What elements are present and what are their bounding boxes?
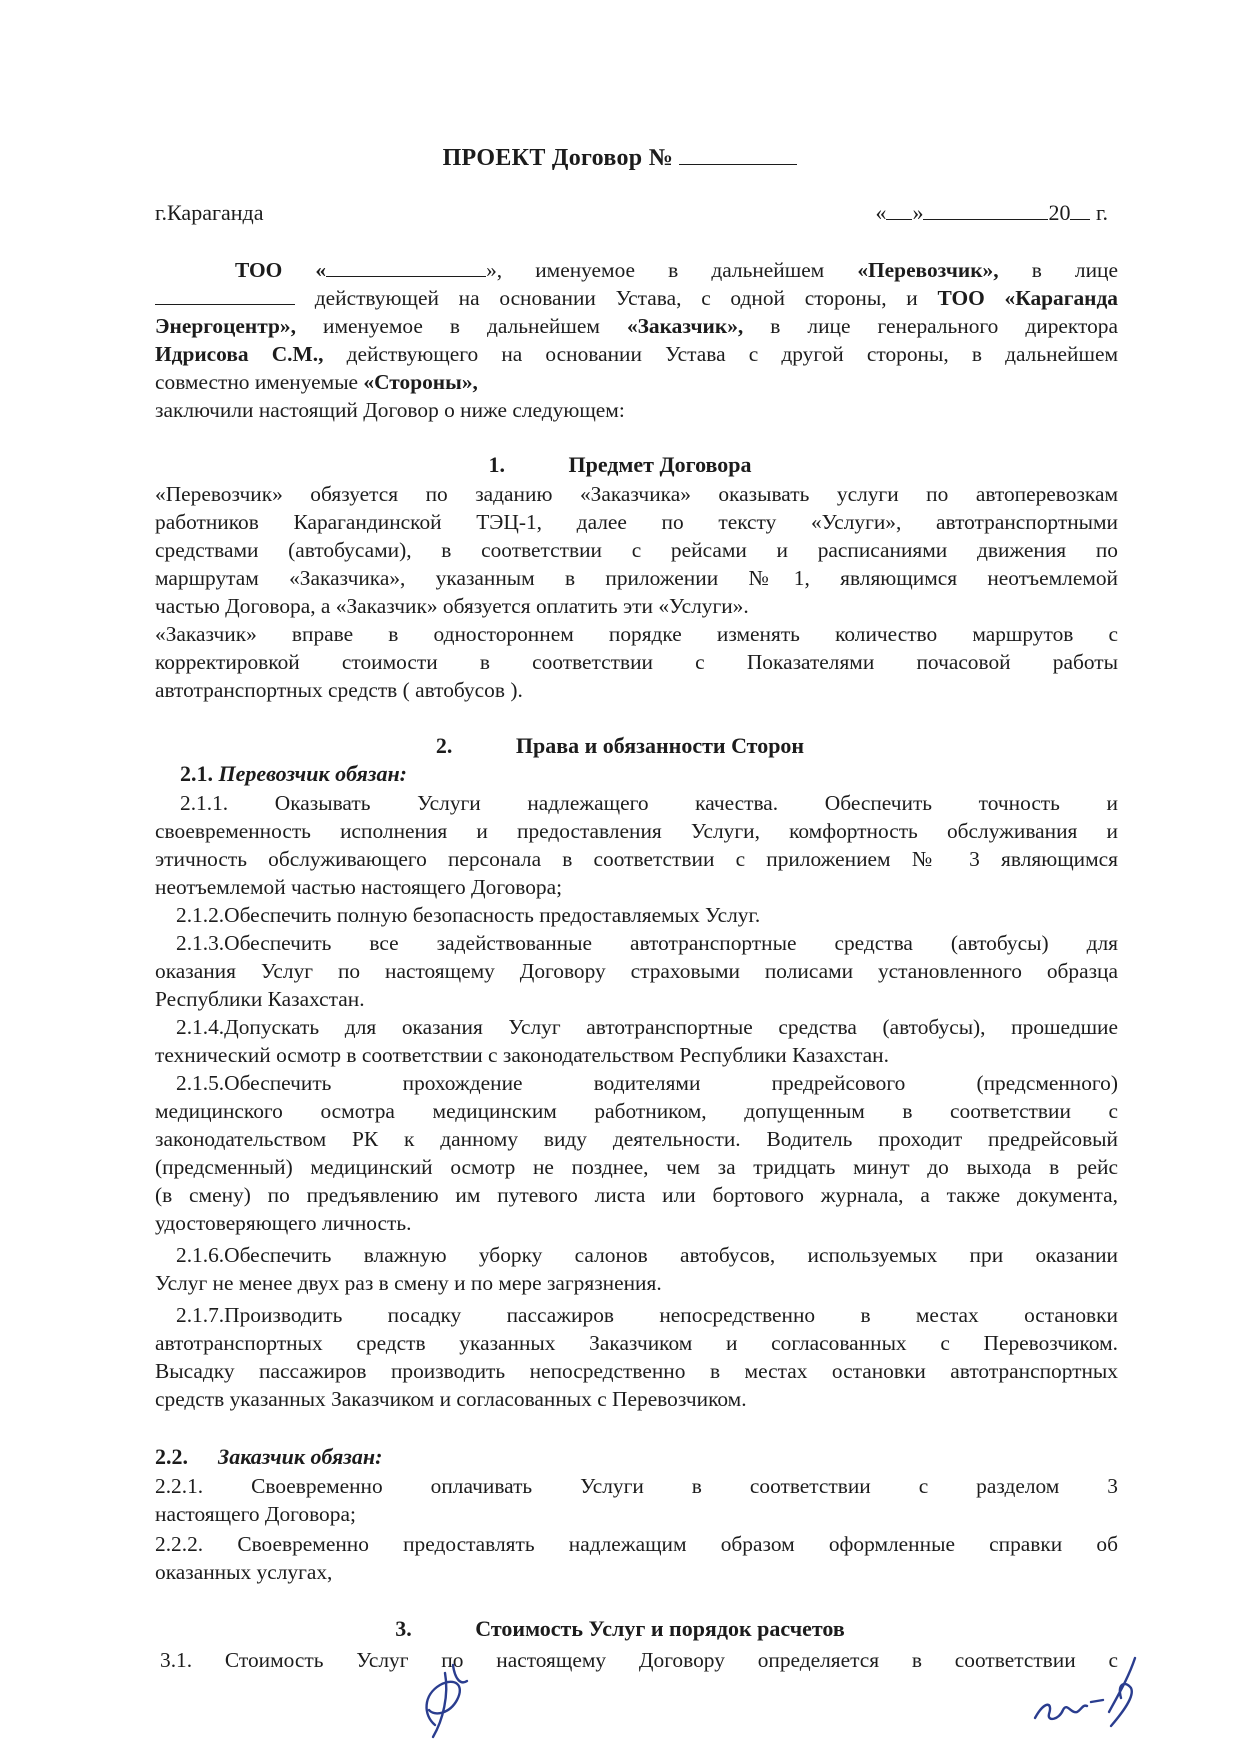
parties-term: «Стороны»,	[363, 370, 478, 394]
preamble-text: действующего на основании Устава с другой стороны, в дальнейшем	[346, 342, 1118, 366]
body-line: 3.1. Стоимость Услуг по настоящему Договору определяется в соответствии с	[160, 1648, 1118, 1672]
section-3-heading	[0, 1616, 1240, 1642]
body-line: неотъемлемой частью настоящего Договора;	[155, 875, 563, 899]
month-blank	[923, 201, 1048, 220]
party2-name-cont: Энергоцентр»,	[155, 314, 296, 338]
section-title: Предмет Договора	[568, 452, 752, 477]
preamble-text: в лице генерального директора	[770, 314, 1118, 338]
body-line: корректировкой стоимости в соответствии с Показателями почасовой работы	[155, 650, 1118, 674]
preamble-text: совместно именуемые	[155, 370, 359, 394]
party1-prefix: ТОО «	[235, 258, 327, 282]
body-line: своевременность исполнения и предоставления Услуги, комфортность обслуживания и	[155, 819, 1118, 843]
contract-number-blank	[679, 146, 797, 165]
body-line: 2.1.5.Обеспечить прохождение водителями предрейсового (предсменного)	[176, 1071, 1118, 1095]
body-line: 2.2.1. Своевременно оплачивать Услуги в соответствии с разделом 3	[155, 1474, 1118, 1498]
subsection-number: 2.2.	[155, 1444, 188, 1469]
date-suffix: г.	[1095, 200, 1108, 225]
subsection-number: 2.1.	[180, 761, 213, 786]
city-label: г.Караганда	[155, 200, 264, 225]
date-year: 20	[1048, 200, 1071, 225]
body-line: средств указанных Заказчиком и согласованных с Перевозчиком.	[155, 1387, 747, 1411]
body-line: (в смену) по предъявлению им путевого листа или бортового журнала, а также документа,	[155, 1183, 1118, 1207]
body-line: средствами (автобусами), в соответствии с рейсами и расписаниями движения по	[155, 538, 1118, 562]
body-line: 2.1.3.Обеспечить все задействованные автотранспортные средства (автобусы) для	[176, 931, 1118, 955]
subsection-2-2-heading	[155, 1444, 382, 1470]
section-number: 3.	[395, 1616, 412, 1641]
section-number: 2.	[435, 733, 453, 758]
subsection-title: Перевозчик обязан:	[218, 761, 408, 786]
body-line: 2.2.2. Своевременно предоставлять надлежащим образом оформленные справки об	[155, 1532, 1118, 1556]
director-name: Идрисова С.М.,	[155, 342, 324, 366]
preamble-line-4	[155, 340, 1118, 368]
section-number: 1.	[488, 452, 505, 477]
body-line: Высадку пассажиров производить непосредственно в местах остановки автотранспортных	[155, 1359, 1118, 1383]
section-title: Стоимость Услуг и порядок расчетов	[475, 1616, 845, 1641]
body-line: 2.1.6.Обеспечить влажную уборку салонов автобусов, используемых при оказании	[176, 1243, 1118, 1267]
preamble-text: действующей на основании Устава, с одной стороны, и	[314, 286, 918, 310]
body-line: 2.1.7.Производить посадку пассажиров непосредственно в местах остановки	[176, 1303, 1118, 1327]
body-line: 2.1.1. Оказывать Услуги надлежащего качества. Обеспечить точность и	[180, 791, 1118, 815]
title-text: ПРОЕКТ Договор №	[442, 145, 674, 171]
body-line: «Перевозчик» обязуется по заданию «Заказчика» оказывать услуги по автоперевозкам	[155, 482, 1118, 506]
body-line: работников Карагандинской ТЭЦ-1, далее по тексту «Услуги», автотранспортными	[155, 510, 1118, 534]
body-line: Услуг не менее двух раз в смену и по мере загрязнения.	[155, 1271, 662, 1295]
date-line	[875, 200, 1108, 226]
body-line: частью Договора, а «Заказчик» обязуется оплатить эти «Услуги».	[155, 594, 749, 618]
preamble-text: именуемое в дальнейшем	[323, 314, 600, 338]
preamble-text: », именуемое в дальнейшем	[486, 258, 825, 282]
day-blank	[886, 201, 912, 220]
section-title: Права и обязанности Сторон	[515, 733, 805, 758]
body-line: 2.1.4.Допускать для оказания Услуг автотранспортные средства (автобусы), прошедшие	[176, 1015, 1118, 1039]
body-line: законодательством РК к данному виду деятельности. Водитель проходит предрейсовый	[155, 1127, 1118, 1151]
body-line: медицинского осмотра медицинским работником, допущенным в соответствии с	[155, 1099, 1118, 1123]
body-line: маршрутам «Заказчика», указанным в приложении №1, являющимся неотъемлемой	[155, 566, 1118, 590]
body-line: автотранспортных средств указанных Заказчиком и согласованных с Перевозчиком.	[155, 1331, 1118, 1355]
preamble-line-6: заключили настоящий Договор о ниже следующем:	[155, 398, 625, 422]
document-title	[0, 145, 1240, 172]
section-1-heading	[0, 452, 1240, 478]
body-line: оказанных услугах,	[155, 1560, 333, 1584]
signature-initials-right	[1025, 1640, 1145, 1740]
body-line: автотранспортных средств ( автобусов ).	[155, 678, 523, 702]
date-close-quote: »	[912, 200, 924, 225]
preamble-line-2	[155, 284, 1118, 312]
body-line: оказания Услуг по настоящему Договору страховыми полисами установленного образца	[155, 959, 1118, 983]
party1-name-blank	[326, 258, 486, 277]
body-line: «Заказчик» вправе в одностороннем порядке изменять количество маршрутов с	[155, 622, 1118, 646]
body-line: 2.1.2.Обеспечить полную безопасность предоставляемых Услуг.	[176, 903, 761, 927]
body-line: (предсменный) медицинский осмотр не позднее, чем за тридцать минут до выхода в рейс	[155, 1155, 1118, 1179]
body-line: настоящего Договора;	[155, 1502, 356, 1526]
body-line: удостоверяющего личность.	[155, 1211, 412, 1235]
preamble-line-3	[155, 312, 1118, 340]
section-2-heading	[0, 733, 1240, 759]
subsection-title: Заказчик обязан:	[218, 1444, 383, 1469]
customer-term: «Заказчик»,	[626, 314, 744, 338]
preamble-line-1	[235, 256, 1118, 284]
body-line: Республики Казахстан.	[155, 987, 365, 1011]
preamble-line-5	[155, 368, 1118, 396]
year-blank	[1070, 201, 1090, 220]
carrier-term: «Перевозчик»,	[857, 258, 999, 282]
body-line: технический осмотр в соответствии с законодательством Республики Казахстан.	[155, 1043, 889, 1067]
signature-initials-left	[405, 1655, 485, 1745]
body-line: этичность обслуживающего персонала в соответствии с приложением № 3 являющимся	[155, 847, 1118, 871]
party2-name: ТОО «Караганда	[937, 286, 1119, 310]
date-open-quote: «	[875, 200, 887, 225]
subsection-2-1-heading	[180, 761, 407, 787]
preamble-text: в лице	[1031, 258, 1118, 282]
representative-blank	[155, 286, 295, 305]
